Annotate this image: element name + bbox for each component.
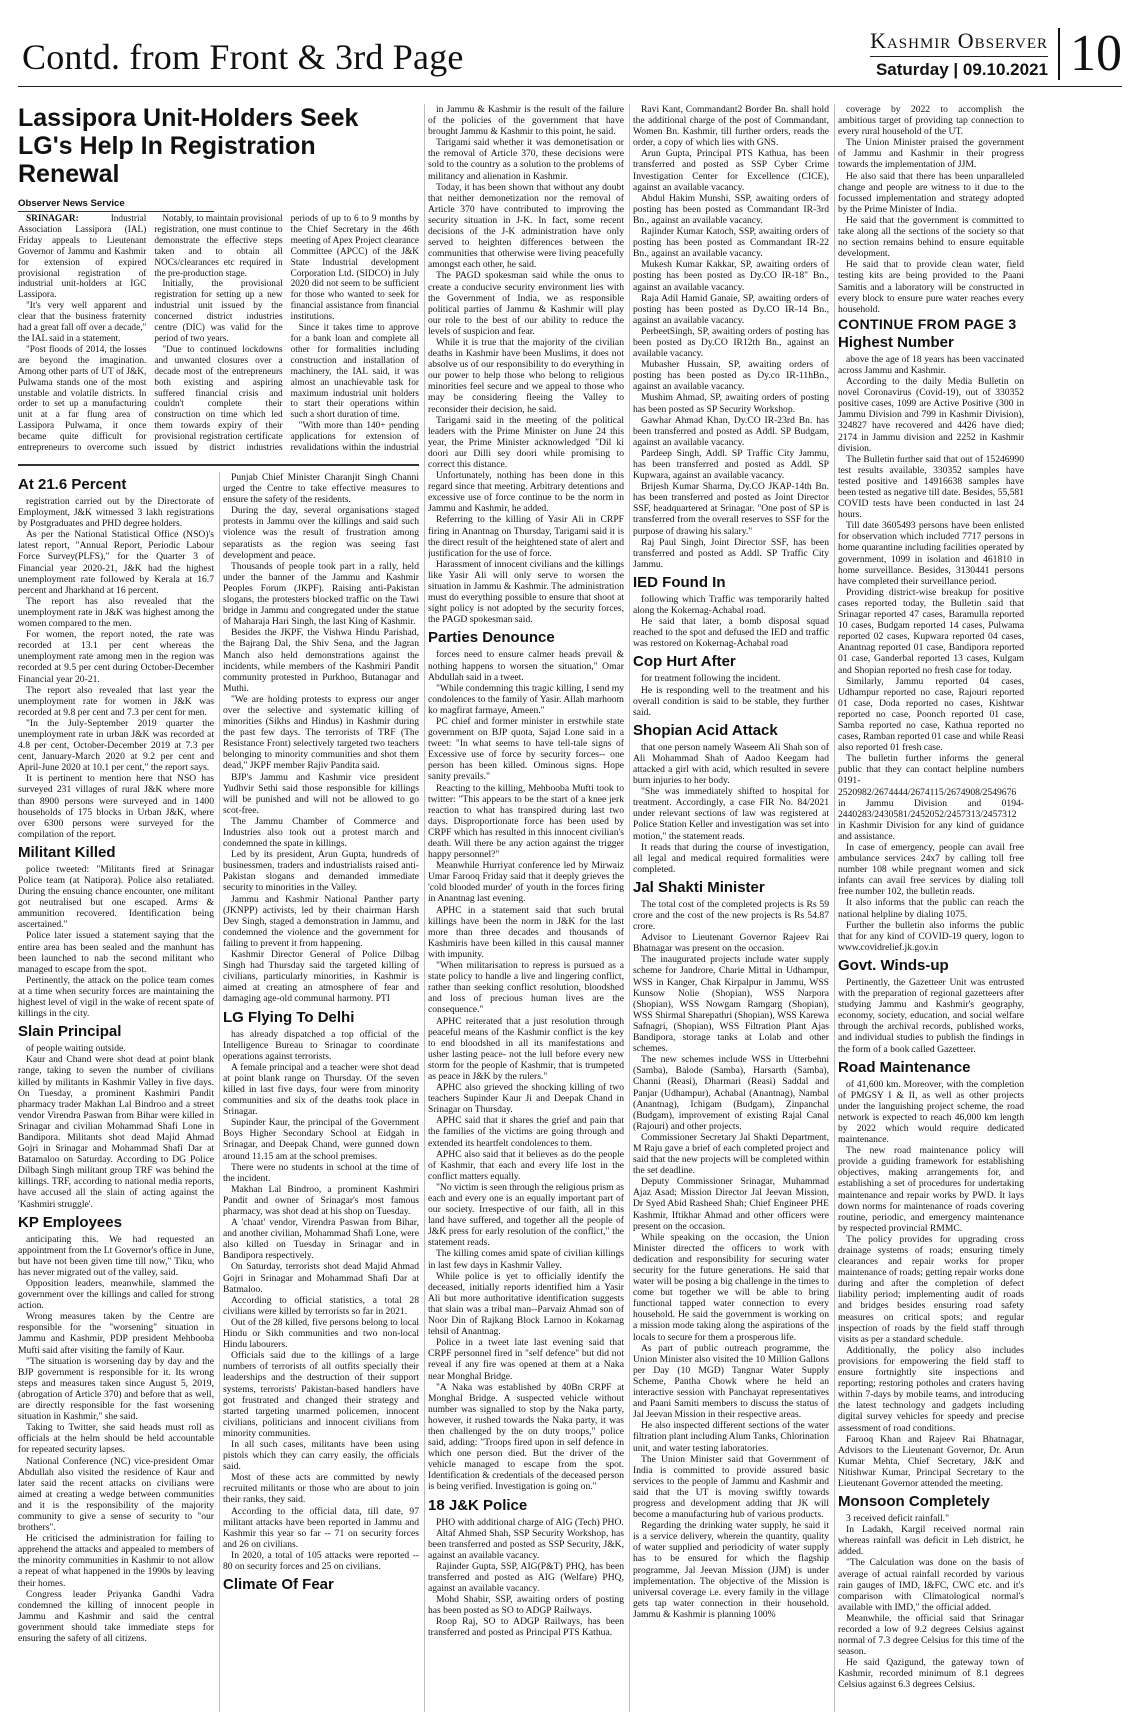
story-paragraph: PHO with additional charge of AIG (Tech) PHO. — [436, 1516, 624, 1528]
story-paragraph: Tarigami said whether it was demonetisation or the removal of Article 370, these decisions were sold to the country as a solution to the problems of militancy and alienation in Kashmir. — [428, 137, 624, 182]
story-paragraph: APHC said that it shares the grief and pain that the families of the victims are going through and extended its heartfelt condolences to them. — [428, 1115, 624, 1149]
story-paragraph: Providing district-wise breakup for positive cases reported today, the Bulletin said that Srinagar reported 47 cases, Baramulla reported 10 cases, Budgam reported 14 cases, Pulwama reported 02 cases, Kupwara reported 04 cases, Anantnag reported 01 case, Bandipora reported 01 case, Ganderbal reported 13 cases, Kulgam and Shopian reported no fresh case for today. — [838, 586, 1024, 676]
column-4 — [633, 104, 829, 1712]
story-paragraph: He said that later, a bomb disposal squad reached to the spot and defused the IED and traffic was restored on Kokernag-Achabal road — [633, 616, 829, 650]
story-paragraph: Rajinder Kumar Katoch, SSP, awaiting orders of posting has been posted as Commandant IR-22 Bn., against an available vacancy. — [633, 226, 829, 260]
story-paragraph: Mukesh Kumar Kakkar, SP, awaiting orders of posting has been posted as Dy.CO IR-18" Bn., against an available vacancy. — [633, 259, 829, 293]
story-paragraph: Thousands of people took part in a rally, held under the banner of the Jammu and Kashmir Peoples Forum (JKPF). Raising anti-Pakistan slogans, the protesters blocked traffic on the Tawi bridge in Jammu and congregated under the statue of Maharaja Hari Singh, the last King of Kashmir. — [223, 560, 419, 628]
story-paragraph: A 'chaat' vendor, Virendra Paswan from Bihar, and another civilian, Mohammad Shafi Lone, were also killed on Tuesday in Srinagar and in Bandipora respectively. — [223, 1217, 419, 1262]
story-subhead: IED Found In — [633, 573, 726, 591]
story-paragraph: Kaur and Chand were shot dead at point blank range, taking to seven the number of civilians killed by militants in Kashmir Valley in five days. On Tuesday, a prominent Kashmiri Pandit pharmacy trader Makhan Lal Bindroo and a street vendor Virendra Paswan from Bihar were killed in Srinagar and civilian Mohammad Shafi Lone in Bandipora. Militants shot dead Majid Ahmad Gojri in Srinagar and Mohammad Shafi Dar at Batamaloo on Saturday. According to DG Police Dilbagh Singh militant group TRF was behind the killings. TRF, according to national media reports, have accused all the slain of acting against the 'Kashmiri struggle'. — [18, 1054, 214, 1210]
story-paragraph: He is responding well to the treatment and his overall condition is said to be stable, they further said. — [633, 684, 829, 718]
story-paragraph: Abdul Hakim Munshi, SSP, awaiting orders of posting has been posted as Commandant IR-3rd Bn., against an available vacancy. — [633, 192, 829, 226]
lead-story — [18, 104, 419, 454]
story-paragraph: Till date 3605493 persons have been enlisted for observation which included 7717 persons in home quarantine including facilities operated by government, 1099 in isolation and 461810 in home surveillance. Besides, 3130441 persons have completed their surveillance period. — [838, 520, 1024, 587]
continue-banner: CONTINUE FROM PAGE 3 — [838, 315, 1017, 332]
dateline: SRINAGAR: — [26, 214, 111, 224]
story-paragraph: According to the daily Media Bulletin on novel Coronavirus (Covid-19), out of 330352 positive cases, 1099 are Active Positive (300 in Jammu Division and 799 in Kashmir Division), 324827 have recovered and 4426 have died; 2174 in Jammu division and 2252 in Kashmir division. — [838, 376, 1024, 454]
story-paragraph: National Conference (NC) vice-president Omar Abdullah also visited the residence of Kaur and later said the recent attacks on civilians were aimed at creating a wedge between communities and it is the responsibility of the majority community to give a sense of security to "our brothers". — [18, 1455, 214, 1534]
story-paragraph: In Ladakh, Kargil received normal rain whereas rainfall was deficit in Leh district, he added. — [838, 1524, 1024, 1558]
story-paragraph: It reads that during the course of investigation, all legal and medical required formalities were completed. — [633, 841, 829, 875]
story-paragraph: police tweeted: "Militants fired at Srinagar Police team (at Natipora). Police also retaliated. During the ensuing chance encounter, one militant got neutralised but one escaped. Arms & ammunition recovered. Identification being ascertained." — [18, 863, 214, 931]
story-subhead: LG Flying To Delhi — [223, 1008, 355, 1026]
story-paragraph: Ravi Kant, Commandant2 Border Bn. shall hold the additional charge of the post of Commandant, Women Bn. Kashmir, till further orders, reads the order, a copy of which lies with GNS. — [633, 104, 829, 149]
story-paragraph: Most of these acts are committed by newly recruited militants or those who are about to join their ranks, they said. — [223, 1472, 419, 1506]
story-paragraph: While police is yet to officially identify the deceased, initially reports identified him a Yasir Ali but more authoritative identification suggests that slain was a tribal man--Parvaiz Ahmad son of Noor Din of Rajkang Block Larnoo in Kokarnag tehsil of Anantnag. — [428, 1270, 624, 1338]
lead-paragraph: periods of up to 6 to 9 months by the Chief Secretary in the 46th meeting of Apex Project clearance Committee (APCC) of the J&K State Industrial development Corporation Ltd. (SIDCO) in July 2020 did not seem to be sufficient for those who wanted to seek for financial assistance from financial institutions. — [290, 214, 419, 323]
story-paragraph: He said that the government is committed to take along all the sections of the society so that no section remains behind to ensure equitable development. — [838, 214, 1024, 260]
story-paragraph: Commissioner Secretary Jal Shakti Department, M Raju gave a brief of each completed project and said that the new projects will be completed within the set deadline. — [633, 1131, 829, 1177]
column-divider — [219, 472, 220, 1712]
story-paragraph: BJP's Jammu and Kashmir vice president Yudhvir Sethi said those responsible for killings will be punished and will not be allowed to go scot-free. — [223, 771, 419, 816]
brand-text — [870, 28, 1058, 80]
story-paragraph: Officials said due to the killings of a large numbers of terrorists of all outfits specially their leaderships and the destruction of their support systems, terrorists' Pakistan-based handlers have got frustrated and changed their strategy and started targeting unarmed policemen, innocent civilians, politicians and innocent civilians from minority communities. — [223, 1350, 419, 1439]
story-paragraph: Gawhar Ahmad Khan, Dy.CO IR-23rd Bn. has been transferred and posted as Addl. SP Budgam, against an available vacancy. — [633, 414, 829, 448]
column-5 — [838, 104, 1024, 1712]
story-paragraph: The total cost of the completed projects is Rs 59 crore and the cost of the new projects is Rs 54.87 crore. — [633, 898, 829, 933]
story-paragraph: Referring to the killing of Yasir Ali in CRPF firing in Anantnag on Thursday, Tarigami said it is the direct result of the heightened state of alert and justification for the use of force. — [428, 514, 624, 559]
lead-paragraph: "It's very well apparent and clear that the business fraternity had a great fall off over a decade," the IAL said in a statement. — [18, 301, 147, 344]
story-paragraph: The policy provides for upgrading cross drainage systems of roads; ensuring timely clearances and repair works for proper maintenance of roads; getting repair works done during and after the completion of defect liability period; implementing audit of roads and bridges besides ensuring road safety measures on critical spots; and regular inspection of roads by the field staff through visits as per a standard schedule. — [838, 1233, 1024, 1345]
story-paragraph: Altaf Ahmed Shah, SSP Security Workshop, has been transferred and posted as SSP Security, J&K, against an available vacancy. — [428, 1527, 624, 1561]
story-paragraph: Pertinently, the Gazetteer Unit was entrusted with the preparation of regional gazetteers after studying Jammu and Kashmir's geography, economy, society, education, and social welfare through the archival records, published works, and individual studies to publish the findings in the form of a book called Gazetteer. — [838, 976, 1024, 1055]
story-paragraph: The killing comes amid spate of civilian killings in last few days in Kashmir Valley. — [428, 1248, 624, 1271]
lead-paragraph: Since it takes time to approve for a bank loan and complete all other for formalities including construction and installation of machinery, the IAL said, it was almost an unachievable task for maximum industrial unit holders to start their operations within such a short duration of time. — [290, 323, 419, 421]
story-paragraph: In 2020, a total of 105 attacks were reported -- 80 on security forces and 25 on civilians. — [223, 1549, 419, 1572]
story-paragraph: It also informs that the public can reach the national helpline by dialing 1075. — [838, 897, 1024, 920]
story-paragraph: "In the July-September 2019 quarter the unemployment rate in urban J&K was recorded at 4.8 per cent, October-December 2019 at 7.3 per cent, January-March 2020 at 9.2 per cent and April-June 2020 at 10.1 per cent," the report says. — [18, 717, 214, 774]
story-paragraph: "The Calculation was done on the basis of average of actual rainfall recorded by various rain gauges of IMD, I&FC, CWC etc. and it's comparison with Climatological normal's available with IMD," the official added. — [838, 1557, 1024, 1613]
story-paragraph: APHC also grieved the shocking killing of two teachers Supinder Kaur Ji and Deepak Chand in Srinagar on Thursday. — [428, 1082, 624, 1116]
story-paragraph: The Union Minister praised the government of Jammu and Kashmir in their progress towards the implementation of JJM. — [838, 137, 1024, 171]
story-subhead: Shopian Acid Attack — [633, 721, 778, 739]
story-paragraph: The Union Minister said that Government of India is committed to provide assured basic services to the people of Jammu and Kashmir and said that the UT is moving swiftly towards progress and development adding that JK will become a manufacturing hub of various products. — [633, 1453, 829, 1521]
story-paragraph: The new schemes include WSS in Utterbehni (Samba), Balode (Samba), Harsarth (Samba), Channi (Reasi), Dharmari (Reasi) Saddal and Panjar (Udhampur), Achabal (Anantnag), Nambal (Anantnag), Ichigam (Budgam), Zinpanchal (Budgam), improvement of existing Rajal Canal (Rajouri) and other projects. — [633, 1054, 829, 1132]
story-paragraph: He also said that there has been unparalleled change and people are witness to it due to the focussed implementation and strategy adopted by the Prime Minister of India. — [838, 170, 1024, 215]
story-paragraph: of people waiting outside. — [26, 1043, 126, 1055]
story-paragraph: As part of public outreach programme, the Union Minister also visited the 10 Million Gallons per Day (10 MGD) Tangnar Water Supply Scheme, Pantha Chowk where he held an interactive session with Panchayat representatives and Paani Samiti members to discuss the status of Jal Jeevan Mission in their respective areas. — [633, 1342, 829, 1421]
story-paragraph: forces need to ensure calmer heads prevail & nothing happens to worsen the situation," Omar Abdullah said in a tweet. — [428, 649, 624, 683]
story-paragraph: Unfortunately, nothing has been done in this regard since that meeting. Arbitrary detentions and excessive use of force continue to be the norm in Jammu and Kashmir, he added. — [428, 470, 624, 515]
story-subhead: Govt. Winds-up — [838, 956, 949, 974]
story-paragraph: registration carried out by the Directorate of Employment, J&K witnessed 3 lakh registrations by Postgraduates and PHD degree holders. — [18, 496, 214, 530]
story-paragraph: "She was immediately shifted to hospital for treatment. Accordingly, a case FIR No. 84/2021 under relevant sections of law was registered at Police Station Keller and investigation was set into motion," the statement reads. — [633, 786, 829, 842]
story-paragraph: Kashmir Director General of Police Dilbag Singh had Thursday said the targeted killing of civilians, particularly minorities, in Kashmir is aimed at creating an atmosphere of fear and damaging age-old communal harmony. PTI — [223, 949, 419, 1005]
lead-divider — [18, 464, 419, 466]
story-paragraph: Police later issued a statement saying that the entire area has been sealed and the manhunt has been launched to nab the second militant who managed to escape from the spot. — [18, 930, 214, 975]
story-paragraph: In case of emergency, people can avail free ambulance services 24x7 by calling toll free number 108 while pregnant women and sick infants can avail free services by dialing toll free number 102, the bulletin reads. — [838, 842, 1024, 898]
story-paragraph: As per the National Statistical Office (NSO)'s latest report, "Annual Report, Periodic Labour Force Survey(PLFS)," for the Quarter 3 of Financial year 2020-21, J&K had the highest unemployment rate followed by Kerala at 16.7 percent and Jharkhand at 16 percent. — [18, 529, 214, 596]
column-divider — [834, 104, 835, 1712]
story-paragraph: The bulletin further informs the general public that they can contact helpline numbers 0191-2520982/2674444/2674115/2674908/2549676 in Jammu Division and 0194-2440283/2430581/2452052/2457313/2457312 in Kashmir Division for any kind of guidance and assistance. — [838, 753, 1024, 842]
column-divider — [629, 104, 630, 1712]
story-paragraph: There were no students in school at the time of the incident. — [223, 1161, 419, 1184]
story-paragraph: "No victim is seen through the religious prism as each and every one is an equally important part of our society. Irrespective of our faith, all in this land have suffered, and together all the people of J&K press for early resolution of the conflict," the statement reads. — [428, 1181, 624, 1249]
story-paragraph: He also inspected different sections of the water filtration plant including Alum Tanks, Chlorination unit, and water testing laboratories. — [633, 1420, 829, 1454]
story-paragraph: He said Qazigund, the gateway town of Kashmir, recorded minimum of 8.1 degrees Celsius against 6.3 degrees Celsius. — [838, 1657, 1024, 1691]
column-1 — [18, 472, 214, 1712]
story-paragraph: The Bulletin further said that out of 15246990 test results available, 330352 samples have tested positive and 14916638 samples have been tested as negative till date. Besides, 55,581 COVID tests have been conducted in last 24 hours. — [838, 453, 1024, 521]
story-paragraph: Raj Paul Singh, Joint Director SSF, has been transferred and posted as Addl. SP Traffic City Jammu. — [633, 536, 829, 570]
story-paragraph: "The situation is worsening day by day and the BJP government is responsible for it. Its wrong steps and measures taken since August 5, 2019, (abrogation of Article 370) and before that as well, are directly responsible for the fast worsening situation in Kashmir," she said. — [18, 1355, 214, 1423]
story-paragraph: Advisor to Lieutenant Governor Rajeev Rai Bhatnagar was present on the occasion. — [633, 932, 829, 955]
section-title: Contd. from Front & 3rd Page — [22, 37, 464, 77]
story-paragraph: In all such cases, militants have been using pistols which they can carry easily, the officials said. — [223, 1438, 419, 1473]
story-paragraph: While speaking on the occasion, the Union Minister directed the officers to work with dedication and responsibility for securing water security for the future generations. He said that water will be posing a big challenge in the times to come but together we will be able to bring functional tapped water connection to every household. He said the government is working on a mission mode taking along the aspirations of the locals to secure for them a prosperous life. — [633, 1231, 829, 1343]
story-paragraph: Deputy Commissioner Srinagar, Muhammad Ajaz Asad; Mission Director Jal Jeevan Mission, Dr Syed Abid Rasheed Shah; Chief Engineer PHE Kashmir, Iftikhar Ahmad and other officers were present on the occasion. — [633, 1176, 829, 1232]
story-paragraph: APHC reiterated that a just resolution through peaceful means of the Kashmir conflict is the key to end bloodshed in all its manifestations and usher lasting peace- not the lull before every new storm for the people of Kashmir, that is trumpeted as peace in J&K by the rulers." — [428, 1015, 624, 1082]
story-paragraph: anticipating this. We had requested an appointment from the Lt Governor's office in June, but have not been given time till now," Tiku, who has never migrated out of the valley, said. — [18, 1233, 214, 1278]
story-paragraph: Wrong measures taken by the Centre are responsible for the "worsening" situation in Jammu and Kashmir, PDP president Mehbooba Mufti said after visiting the family of Kaur. — [18, 1311, 214, 1356]
story-paragraph: PC chief and former minister in erstwhile state government on BJP quota, Sajad Lone said in a tweet: "In what seems to have tell-tale signs of Excessive use of force by security forces-- one person has been killed. Ominous signs. Hope sanity prevails." — [428, 715, 624, 783]
story-subhead: Monsoon Completely — [838, 1493, 990, 1511]
story-paragraph: Tarigami said in the meeting of the political leaders with the Prime Minister on June 24 this year, the Prime Minister acknowledged "Dil ki doori aur Dilli sey doori while promising to correct this distance. — [428, 414, 624, 470]
story-paragraph: Congress leader Priyanka Gandhi Vadra condemned the killing of innocent people in Jammu and Kashmir and said the central government should take immediate steps for ensuring the safety of all citizens. — [18, 1588, 214, 1644]
story-paragraph: Reacting to the killing, Mehbooba Mufti took to twitter: "This appears to be the start of a knee jerk reaction to what has transpired during last two days. Disproportionate force has been used by CRPF which has resulted in this innocent civilian's death. Will there be any action against the trigger happy personnel?" — [428, 782, 624, 861]
story-subhead: Parties Denounce — [428, 629, 555, 647]
story-paragraph: Similarly, Jammu reported 04 cases, Udhampur reported no case, Rajouri reported 01 case, Doda reported no cases, Kishtwar reported no case, Poonch reported 01 case, Samba reported no case, Kathua reported no cases, Ramban reported 01 case and while Reasi also reported 01 fresh case. — [838, 675, 1024, 754]
story-paragraph: Pardeep Singh, Addl. SP Traffic City Jammu, has been transferred and posted as Addl. SP Kupwara, against an available vacancy. — [633, 447, 829, 482]
story-paragraph: Harassment of innocent civilians and the killings like Yasir Ali will only serve to worsen the situation in Jammu & Kashmir. The administration must do everything possible to ensure that shoot at sight policy is not adopted by the security forces, the PAGD spokesman said. — [428, 558, 624, 626]
story-subhead: Climate Of Fear — [223, 1576, 334, 1594]
content-area — [18, 104, 1122, 1712]
story-subhead: Slain Principal — [18, 1023, 122, 1041]
story-paragraph: Raja Adil Hamid Ganaie, SP, awaiting orders of posting has been posted as Dy.CO IR-14 Bn., against an available vacancy. — [633, 292, 829, 326]
story-subhead: Militant Killed — [18, 843, 116, 861]
story-paragraph: Jammu and Kashmir National Panther party (JKNPP) activists, led by their chairman Harsh Dev Singh, staged a demonstration in Jammu, and condemned the violence and the government for failing to prevent it from happening. — [223, 893, 419, 949]
story-paragraph: Taking to Twitter, she said heads must roll as officials at the helm should be held accountable for repeated security lapses. — [18, 1422, 214, 1456]
story-paragraph: On Saturday, terrorists shot dead Majid Ahmad Gojri in Srinagar and Mohammad Shafi Dar at Batmaloo. — [223, 1261, 419, 1295]
story-paragraph: Rajinder Gupta, SSP, AIG(P&T) PHQ, has been transferred and posted as AIG (Welfare) PHQ, against an available vacancy. — [428, 1560, 624, 1595]
story-paragraph: 3 received deficit rainfall." — [846, 1513, 949, 1525]
story-paragraph: A female principal and a teacher were shot dead at point blank range on Thursday. Of the seven killed in last five days, four were from minority communities and six of the deaths took place in Srinagar. — [223, 1061, 419, 1118]
story-paragraph: "When militarisation to repress is pursued as a state policy to handle a live and lingering conflict, rather than seeking conflict resolution, bloodshed and loss of precious human lives are the consequence." — [428, 960, 624, 1016]
story-paragraph: The report also revealed that last year the unemployment rate for women in J&K was recorded at 9.8 per cent and 7.3 per cent for men. — [18, 684, 214, 718]
story-paragraph: During the day, several organisations staged protests in Jammu over the killings and said such violence was the result of frustration among separatists as the region was seeing fast development and peace. — [223, 505, 419, 561]
story-subhead: 18 J&K Police — [428, 1496, 528, 1514]
story-paragraph: Meanwhile, the official said that Srinagar recorded a low of 9.2 degrees Celsius against normal of 7.3 degree Celsius for this time of the season. — [838, 1612, 1024, 1658]
lead-byline: Observer News Service — [18, 198, 214, 212]
lead-paragraph: SRINAGAR: Industrial Association Lassipora (IAL) Friday appeals to Lieutenant Governor of Jammu and Kashmir for extension of expired provisional registration of industrial unit-holders at IGC Lassipora. — [18, 214, 147, 301]
story-paragraph: Brijesh Kumar Sharma, Dy.CO JKAP-14th Bn. has been transferred and posted as Joint Director SSF, headquartered at Srinagar. "One post of SP is transferred from the overall reserves to SSF for the purpose of drawing his salary." — [633, 481, 829, 537]
story-paragraph: Besides the JKPF, the Vishwa Hindu Parishad, the Bajrang Dal, the Shiv Sena, and the Jagran Manch also held demonstrations against the incidents, while members of the Kashmiri Pandit community protested in Purkhoo, Butanagar and Muthi. — [223, 627, 419, 694]
story-subhead: At 21.6 Percent — [18, 476, 127, 493]
story-paragraph: coverage by 2022 to accomplish the ambitious target of providing tap connection to every rural household of the UT. — [838, 104, 1024, 138]
story-paragraph: Arun Gupta, Principal PTS Kathua, has been transferred and posted as SSP Cyber Crime Investigation Center for Excellence (CICE), against an available vacancy. — [633, 148, 829, 193]
story-paragraph: Police in a tweet late last evening said that CRPF personnel fired in "self defence" but did not reveal if any fire was opened at them at a Naka near Monghal Bridge. — [428, 1337, 624, 1382]
story-paragraph: He said that to provide clean water, field testing kits are being provided to the Paani Samitis and a laboratory will be constructed in every block to ensure pure water reaches every household. — [838, 259, 1024, 315]
story-paragraph: The PAGD spokesman said while the onus to create a conducive security environment lies with the Government of India, we as responsible political parties of Jammu & Kashmir will play our role to the best of our ability to reduce the levels of suspicion and fear. — [428, 270, 624, 337]
masthead — [18, 14, 1122, 87]
story-paragraph: "We are holding protests to express our anger over the selective and systematic killing of minorities (Sikhs and Hindus) in Kashmir during the past few days. The terrorists of TRF (The Resistance Front) selectively targeted two teachers belonging to minority communities and shot them dead," JKPF member Rajiv Pandita said. — [223, 693, 419, 772]
issue-date: Saturday | 09.10.2021 — [875, 60, 1048, 79]
lead-paragraph: "Due to continued lockdowns and unwanted closures over a decade most of the entrepreneurs both existing and aspiring suffered financial crisis and couldn't complete their construction on time which led them towards expiry of their provisional registration certificate issued by district industries — [154, 344, 283, 454]
story-paragraph: The new road maintenance policy will provide a guiding framework for establishing objectives, making arrangements for, and establishing a set of procedures for undertaking maintenance and repair works by PWD. It lays down norms for maintenance of roads covering routine, periodic, and emergency maintenance by respected provincial RMMC. — [838, 1145, 1024, 1234]
lead-headline: Lassipora Unit-Holders Seek LG's Help In Registration Renewal — [18, 104, 359, 188]
story-paragraph: It is pertinent to mention here that NSO has surveyed 231 villages of rural J&K where more than 8900 persons were surveyed and in 1400 households of 175 blocks in Urban J&K, where over 6300 persons were surveyed for the compilation of the report. — [18, 773, 214, 840]
story-subhead: Highest Number — [838, 333, 954, 351]
lead-paragraph: Initially, the provisional registration for setting up a new industrial unit issued by the concerned district industries centre (DIC) was valid for the period of two years. — [154, 279, 283, 344]
story-paragraph: Meanwhile Hurriyat conference led by Mirwaiz Umar Farooq Friday said that it deeply grieves the 'cold blooded murder' of youth in the forces firing in Anantnag last evening. — [428, 860, 624, 905]
story-paragraph: He criticised the administration for failing to apprehend the attacks and appealed to members of the minority communities in Kashmir to not allow a repeat of what happened in the 1990s by leaving their homes. — [18, 1533, 214, 1589]
lead-paragraph: "Post floods of 2014, the losses are beyond the imagination. Among other parts of UT of J&K, Pulwama stands one of the most unstable and volatile districts. In order to set up a manufacturing unit at a far flung area of Lassipora Pulwama, it once became quite difficult for entrepreneurs to overcome such — [18, 344, 147, 454]
column-3 — [428, 104, 624, 1712]
column-2 — [223, 472, 419, 1712]
story-paragraph: Mohd Shabir, SSP, awaiting orders of posting has been posted as SO to ADGP Railways. — [428, 1594, 624, 1617]
lead-paragraph: "With more than 140+ pending applications for extension of revalidations within the industrial — [290, 421, 419, 454]
column-divider — [424, 104, 425, 1712]
story-paragraph: Today, it has been shown that without any doubt that neither demonetization nor the removal of Article 370 have contributed to improving the security situation in J-K. In fact, some recent decisions of the J-K administration have only served to heighten differences between the communities that otherwise were living peacefully amongst each other, he said. — [428, 181, 624, 271]
story-paragraph: According to the official data, till date, 97 militant attacks have been reported in Jammu and Kashmir this year so far -- 71 on security forces and 26 on civilians. — [223, 1505, 419, 1550]
story-paragraph: Opposition leaders, meanwhile, slammed the government over the killings and called for strong action. — [18, 1278, 214, 1312]
story-paragraph: of 41,600 km. Moreover, with the completion of PMGSY I & II, as well as other projects under the languishing project scheme, the road network is expected to reach 46,000 km length by 2022 which would require dedicated maintenance. — [838, 1078, 1024, 1146]
story-subhead: Road Maintenance — [838, 1058, 971, 1076]
lead-paragraph: Notably, to maintain provisional registration, one must continue to demonstrate the effective steps taken and to obtain all NOCs/clearances etc required in the pre-production stage. — [154, 214, 283, 279]
story-paragraph: "A Naka was established by 40Bn CRPF at Monghal Bridge. A suspected vehicle without number was signalled to stop by the Naka party, however, it rushed towards the Naka party, it was then challenged by the on duty troops," police said, adding: "Troops fired upon in self defence in which one person died. But the driver of the vehicle managed to escape from the spot. Identification & credentials of the deceased person is being verified. Investigation is going on." — [428, 1381, 624, 1493]
story-paragraph: Pertinently, the attack on the police team comes at a time when security forces are maintaining the highest level of vigil in the wake of recent spate of killings in the city. — [18, 974, 214, 1020]
brand-name: Kashmir Observer — [870, 28, 1048, 57]
story-paragraph: has already dispatched a top official of the Intelligence Bureau to Srinagar to coordinate operations against terrorists. — [223, 1028, 419, 1062]
story-subhead: Cop Hurt After — [633, 653, 736, 671]
story-paragraph: Supinder Kaur, the principal of the Government Boys Higher Secondary School at Eidgah in Srinagar, and Deepak Chand, were gunned down around 11.15 am at the school premises. — [223, 1117, 419, 1162]
story-paragraph: Regarding the drinking water supply, he said it is a service delivery, wherein the quantity, quality of water supplied and periodicity of water supply has to be ensured for which the flagship programme, Jal Jeevan Mission (JJM) is under implementation. The objective of the Mission is universal coverage i.e. every family in the village gets tap water connection in their household. Jammu & Kashmir is planning 100% — [633, 1520, 829, 1620]
story-paragraph: "While condemning this tragic killing, I send my condolences to the family of Yasir. Allah marhoom ko magfirat farmaye, Ameen." — [428, 682, 624, 716]
story-paragraph: APHC in a statement said that such brutal killings have been the norm in J&K for the last more than three decades and thousands of Kashmiris have been killed in this causal manner with impunity. — [428, 904, 624, 960]
story-paragraph: PerbeetSingh, SP, awaiting orders of posting has been posted as Dy.CO IR12th Bn., against an available vacancy. — [633, 325, 829, 360]
story-paragraph: Additionally, the policy also includes provisions for empowering the field staff to ensure fortnightly site inspections and reporting; restoring potholes and craters having within 7-days by mobile teams, and introducing the latest technology and gadgets including digital survey vehicles for speedy and precise assessment of road conditions. — [838, 1344, 1024, 1434]
story-paragraph: The report has also revealed that the unemployment rate in J&K was highest among the women compared to the men. — [18, 595, 214, 630]
story-subhead: Jal Shakti Minister — [633, 878, 765, 896]
story-paragraph: Punjab Chief Minister Charanjit Singh Channi urged the Centre to take effective measures to ensure the safety of the residents. — [223, 472, 419, 506]
story-paragraph: According to official statistics, a total 28 civilians were killed by terrorists so far in 2021. — [223, 1294, 419, 1317]
story-paragraph: The inaugurated projects include water supply scheme for Jandrore, Charie Mittal in Udhampur, WSS in Kanger, Chak Kirpalpur in Jammu, WSS Kunsow Nolie (Shopian), WSS Narpora (Shopian), WSS Nowgam Ramgarg (Shopian), WSS Shirmal Sharepathri (Shopian), WSS Karewa Safnagri, (Shopian), WSS Filtration Plant Ajas Bandipora, storage tanks at Lolab and other schemes. — [633, 954, 829, 1055]
page-number: 10 — [1058, 28, 1122, 80]
story-paragraph: Farooq Khan and Rajeev Rai Bhatnagar, Advisors to the Lieutenant Governor, Dr. Arun Kumar Mehta, Chief Secretary, J&K and Nitishwar Kumar, Principal Secretary to the Lieutenant Governor attended the meeting. — [838, 1433, 1024, 1489]
story-paragraph: that one person namely Waseem Ali Shah son of Ali Mohammad Shah of Aadoo Keegam had attacked a girl with acid, which resulted in severe burn injuries to her body. — [633, 741, 829, 787]
story-paragraph: Mubasher Hussain, SP, awaiting orders of posting has been posted as Dy.co IR-11hBn., against an available vacancy. — [633, 359, 829, 393]
story-paragraph: Roop Raj, SO to ADGP Railways, has been transferred and posted as Principal PTS Kathua. — [428, 1616, 624, 1639]
story-paragraph: Led by its president, Arun Gupta, hundreds of businessmen, traders and industrialists raised anti-Pakistan slogans and demanded immediate security to minorities in the Valley. — [223, 849, 419, 894]
story-subhead: KP Employees — [18, 1213, 122, 1231]
story-paragraph: The Jammu Chamber of Commerce and Industries also took out a protest march and condemned the spate in killings. — [223, 815, 419, 850]
story-paragraph: Further the bulletin also informs the public that for any kind of COVID-19 query, logon to www.covidrelief.jk.gov.in — [838, 919, 1024, 953]
story-paragraph: APHC also said that it believes as do the people of Kashmir, that each and every life lost in the conflict matters equally. — [428, 1148, 624, 1182]
lead-body — [18, 214, 419, 454]
story-paragraph: in Jammu & Kashmir is the result of the failure of the policies of the government that have brought Jammu & Kashmir to this point, he said. — [428, 104, 624, 138]
story-paragraph: For women, the report noted, the rate was recorded at 13.1 per cent whereas the unemployment rate among men in the region was recorded at 9.5 per cent during October-December Financial year 20-21. — [18, 629, 214, 685]
story-paragraph: Makhan Lal Bindroo, a prominent Kashmiri Pandit and owner of Srinagar's most famous pharmacy, was shot dead at his shop on Tuesday. — [223, 1183, 419, 1217]
story-paragraph: following which Traffic was temporarily halted along the Kokernag-Achabal road. — [633, 593, 829, 617]
story-paragraph: Out of the 28 killed, five persons belong to local Hindu or Sikh communities and two non-local Hindu labourers. — [223, 1316, 419, 1351]
brand-box — [870, 25, 1122, 82]
story-paragraph: While it is true that the majority of the civilian deaths in Kashmir have been Muslims, it does not absolve us of our responsibility to do everything in our power to help those who belong to religious minorities feel secure and we appeal to those who may be considering fleeing the Valley to reconsider their decision, he said. — [428, 336, 624, 415]
story-paragraph: for treatment following the incident. — [641, 673, 781, 685]
story-paragraph: Mushim Ahmad, SP, awaiting orders of posting has been posted as SP Security Workshop. — [633, 392, 829, 415]
story-paragraph: above the age of 18 years has been vaccinated across Jammu and Kashmir. — [838, 353, 1024, 376]
